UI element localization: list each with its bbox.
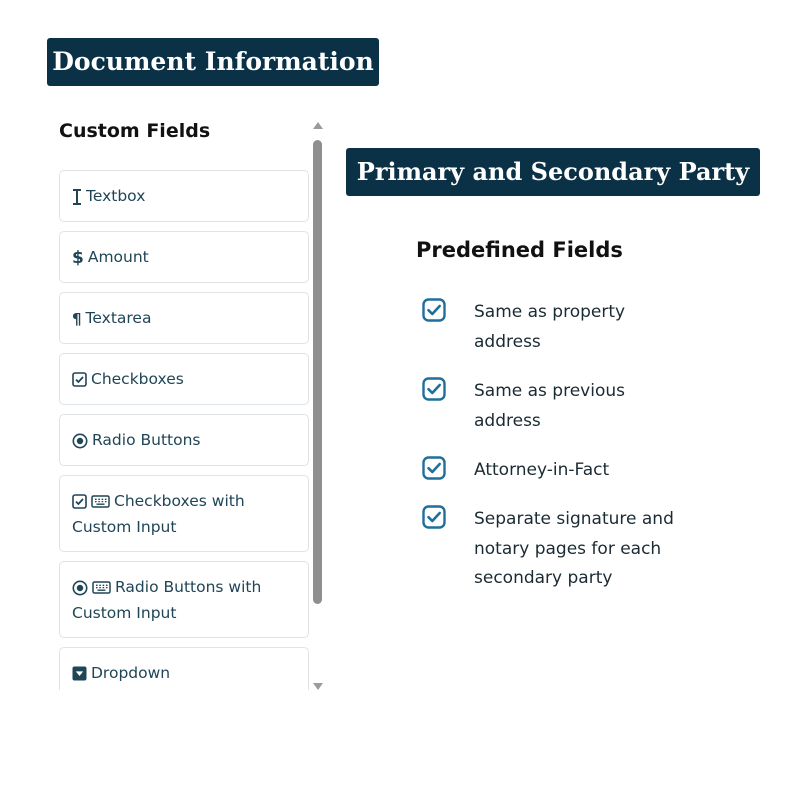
custom-field-label: Dropdown	[91, 664, 171, 682]
predefined-field-label: Attorney-in-Fact	[474, 460, 610, 480]
custom-field-label: Amount	[87, 248, 149, 266]
custom-field-textbox[interactable]	[59, 170, 309, 222]
custom-field-dropdown[interactable]	[59, 647, 309, 690]
scroll-thumb[interactable]	[313, 140, 322, 604]
checked-checkbox-icon[interactable]	[422, 298, 446, 322]
text-cursor-icon	[72, 189, 82, 205]
custom-field-label: Radio Buttons with Custom Input	[72, 578, 262, 622]
radio-icon	[72, 580, 88, 596]
keyboard-icon	[91, 495, 110, 508]
keyboard-icon	[92, 581, 111, 594]
custom-field-checkboxes-custom-input[interactable]	[59, 475, 309, 552]
checked-checkbox-icon[interactable]	[422, 456, 446, 480]
custom-field-radio-buttons[interactable]	[59, 414, 309, 466]
checkbox-icon	[72, 372, 87, 387]
custom-field-label: Radio Buttons	[92, 431, 201, 449]
custom-field-textarea[interactable]	[59, 292, 309, 344]
custom-field-label: Checkboxes with Custom Input	[72, 492, 245, 536]
predefined-field-label: Same as previous address	[474, 381, 625, 431]
scroll-up-arrow-icon[interactable]	[313, 122, 323, 129]
dollar-icon: $	[72, 247, 84, 268]
checked-checkbox-icon[interactable]	[422, 505, 446, 529]
predefined-field-label: Separate signature and notary pages for each secondary party	[474, 509, 674, 588]
custom-fields-list	[59, 170, 309, 690]
paragraph-icon: ¶	[72, 309, 82, 328]
primary-secondary-party-title: Primary and Secondary Party	[346, 148, 760, 196]
custom-field-label: Textarea	[85, 309, 152, 327]
custom-fields-scrollbar[interactable]	[311, 122, 325, 690]
custom-field-checkboxes[interactable]	[59, 353, 309, 405]
custom-field-amount[interactable]	[59, 231, 309, 283]
custom-field-label: Checkboxes	[91, 370, 184, 388]
predefined-fields-heading: Predefined Fields	[416, 238, 623, 262]
checkbox-icon	[72, 494, 87, 509]
radio-icon	[72, 433, 88, 449]
custom-fields-heading: Custom Fields	[59, 120, 211, 142]
custom-field-radio-buttons-custom-input[interactable]	[59, 561, 309, 638]
scroll-down-arrow-icon[interactable]	[313, 683, 323, 690]
checked-checkbox-icon[interactable]	[422, 377, 446, 401]
predefined-field-label: Same as property address	[474, 302, 626, 352]
custom-field-label: Textbox	[86, 187, 146, 205]
dropdown-icon	[72, 666, 87, 681]
document-information-title: Document Information	[47, 38, 379, 86]
